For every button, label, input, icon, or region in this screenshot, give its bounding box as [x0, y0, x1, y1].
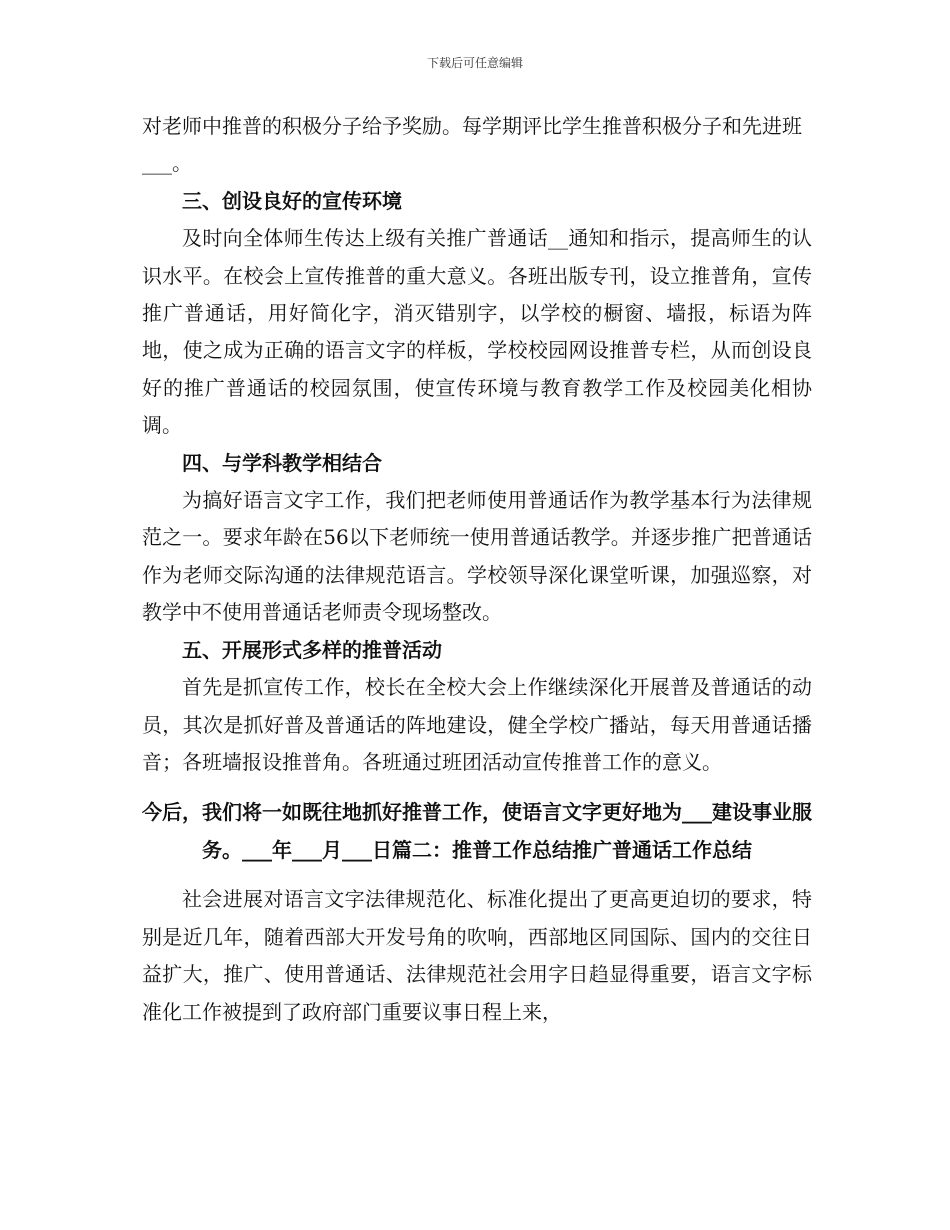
paragraph-social-development: 社会进展对语言文字法律规范化、标准化提出了更高更迫切的要求，特别是近几年，随着西部大开发号角的吹响，西部地区同国际、国内的交往日益扩大，推广、使用普通话、法律规范社会用字日趋显得重要，语言文字标准化工作被提到了政府部门重要议事日程上来， — [142, 887, 812, 1024]
section-heading-3: 三、创设良好的宣传环境 — [182, 188, 402, 213]
section-heading-5: 五、开展形式多样的推普活动 — [182, 637, 442, 662]
section-heading-4: 四、与学科教学相结合 — [182, 450, 382, 475]
article-title: 今后，我们将一如既往地抓好推普工作，使语言文字更好地为___建设事业服务。___年___月___日篇二：推普工作总结推广普通话工作总结 — [142, 800, 812, 863]
page-header: 下载后可任意编辑 — [426, 56, 523, 70]
paragraph-activities: 首先是抓宣传工作，校长在全校大会上作继续深化开展普及普通话的动员，其次是抓好普及普通话的阵地建设，健全学校广播站，每天用普通话播音；各班墙报设推普角。各班通过班团活动宣传推普工作的意义。 — [142, 675, 812, 774]
paragraph-publicity: 及时向全体师生传达上级有关推广普通话__通知和指示，提高师生的认识水平。在校会上宣传推普的重大意义。各班出版专刊，设立推普角，宣传推广普通话，用好简化字，消灭错别字，以学校的橱窗、墙报，标语为阵地，使之成为正确的语言文字的样板，学校校园网设推普专栏，从而创设良好的推广普通话的校园氛围，使宣传环境与教育教学工作及校园美化相协调。 — [142, 226, 812, 438]
paragraph-teaching: 为搞好语言文字工作，我们把老师使用普通话作为教学基本行为法律规范之一。要求年龄在56以下老师统一使用普通话教学。并逐步推广把普通话作为老师交际沟通的法律规范语言。学校领导深化课堂听课，加强巡察，对教学中不使用普通话老师责令现场整改。 — [142, 488, 812, 625]
document-body — [142, 108, 812, 1031]
paragraph-rewards: 对老师中推普的积极分子给予奖励。每学期评比学生推普积极分子和先进班___。 — [142, 114, 802, 176]
